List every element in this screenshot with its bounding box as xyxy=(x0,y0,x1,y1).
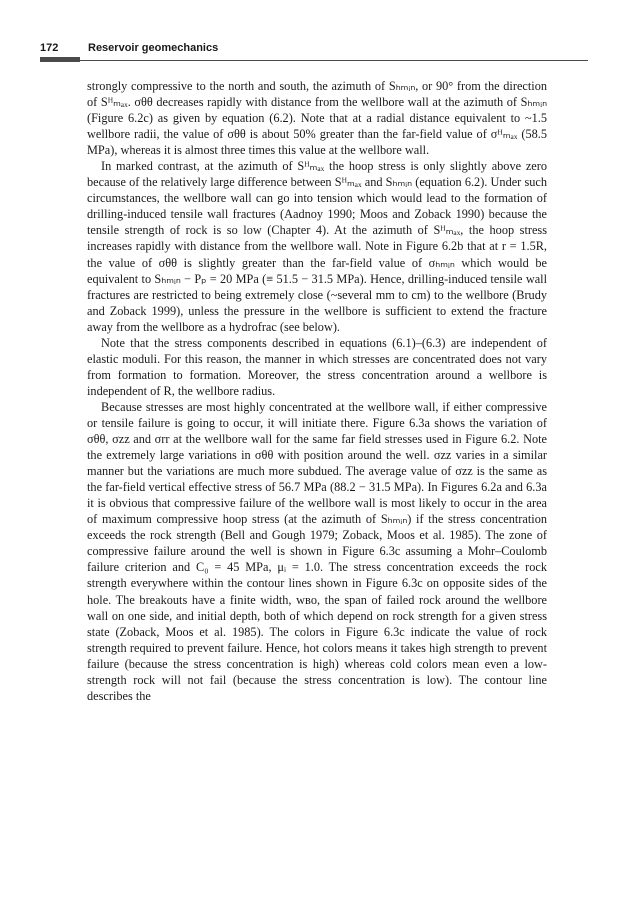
paragraph: In marked contrast, at the azimuth of Sᴴₘₐₓ the hoop stress is only slightly above zero because of the relatively large difference between Sᴴₘₐₓ and Sₕₘᵢₙ (equation 6.2). Under such circumstances, the wellbore wall can go into tension which would lead to the formation of drilling-induced tensile wall fractures (Aadnoy 1990; Moos and Zoback 1990) because the tensile strength of rock is so low (Chapter 4). At the azimuth of Sᴴₘₐₓ, the hoop stress increases rapidly with distance from the wellbore wall. Note in Figure 6.2b that at r = 1.5R, the value of σθθ is slightly greater than the far-field value of σₕₘᵢₙ which would be equivalent to Sₕₘᵢₙ − Pₚ = 20 MPa (≡ 51.5 − 31.5 MPa). Hence, drilling-induced tensile wall fractures are restricted to being extremely close (~several mm to cm) to the wellbore (Brudy and Zoback 1999), unless the pressure in the wellbore is sufficient to extend the fracture away from the wellbore as a hydrofrac (see below). xyxy=(87,159,547,334)
header-rule-thin xyxy=(80,60,588,61)
running-head: Reservoir geomechanics xyxy=(88,42,219,54)
page-header xyxy=(40,40,548,62)
paragraph: Because stresses are most highly concentrated at the wellbore wall, if either compressive or tensile failure is going to occur, it will initiate there. Figure 6.3a shows the variation of σθθ, σzz and σrr at the wellbore wall for the same far field stresses used in Figure 6.2. Note the extremely large variations in σθθ with position around the well. σzz varies in a similar manner but the variations are much more subdued. The average value of σzz is the same as the far-field vertical effective stress of 56.7 MPa (88.2 − 31.5 MPa). In Figures 6.2a and 6.3a it is obvious that compressive failure of the wellbore wall is most likely to occur in the area of maximum compressive hoop stress (at the azimuth of Sₕₘᵢₙ) if the stress concentration exceeds the rock strength (Bell and Gough 1979; Zoback, Moos et al. 1985). The zone of compressive failure around the well is shown in Figure 6.3c assuming a Mohr–Coulomb failure criterion and C₀ = 45 MPa, μᵢ = 1.0. The stress concentration exceeds the rock strength everywhere within the contour lines shown in Figure 6.3c on opposite sides of the hole. The breakouts have a finite width, wʙᴏ, the span of failed rock around the wellbore wall on one side, and initial depth, both of which depend on rock strength for a given stress state (Zoback, Moos et al. 1985). The colors in Figure 6.3c indicate the value of rock strength required to prevent failure. Hence, hot colors means it takes high strength to prevent failure (because the stress concentration is high) whereas cold colors mean even a low-strength rock will not fail (because the stress concentration is low). The contour line describes the xyxy=(87,399,547,703)
paragraph: strongly compressive to the north and south, the azimuth of Sₕₘᵢₙ, or 90° from the direction of Sᴴₘₐₓ. σθθ decreases rapidly with distance from the wellbore wall at the azimuth of Sₕₘᵢₙ (Figure 6.2c) as given by equation (6.2). Note that at a radial distance equivalent to ~1.5 wellbore radii, the value of σθθ is about 50% greater than the far-field value of σᴴₘₐₓ (58.5 MPa), whereas it is almost three times this value at the wellbore wall. xyxy=(87,79,547,158)
header-rule-thick xyxy=(40,57,80,62)
paragraph: Note that the stress components described in equations (6.1)–(6.3) are independent of elastic moduli. For this reason, the manner in which stresses are concentrated does not vary from formation to formation. Moreover, the stress concentration around a wellbore is independent of R, the wellbore radius. xyxy=(87,335,547,398)
page-number: 172 xyxy=(40,42,59,54)
body-text xyxy=(87,78,547,704)
